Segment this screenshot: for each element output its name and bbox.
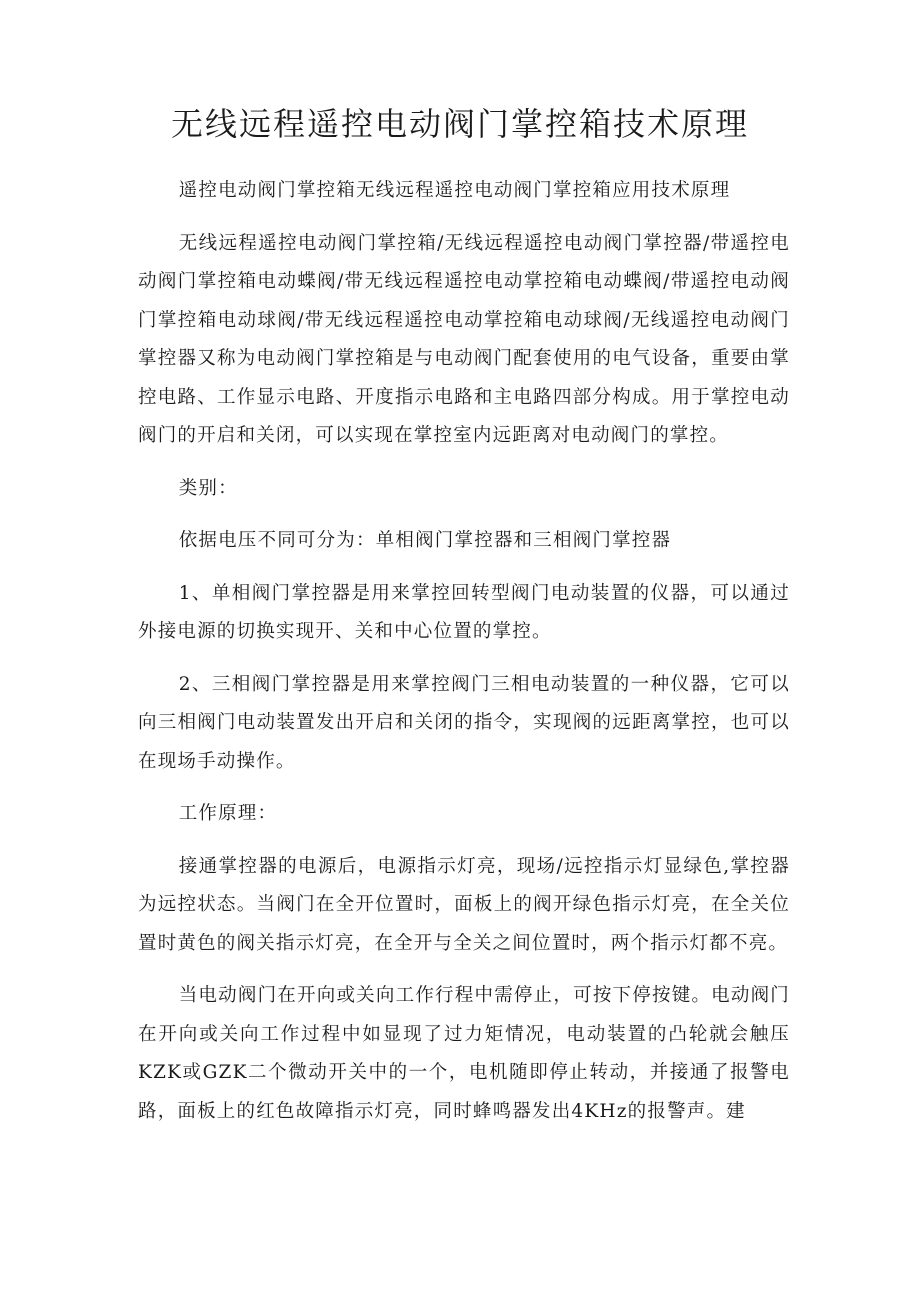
document-subtitle: 遥控电动阀门掌控箱无线远程遥控电动阀门掌控箱应用技术原理 <box>178 180 731 201</box>
category-heading: 类别： <box>178 477 238 499</box>
document-title: 无线远程遥控电动阀门掌控箱技术原理 <box>170 105 749 143</box>
document-body <box>138 172 790 1145</box>
principle-heading: 工作原理： <box>178 803 278 824</box>
principle-paragraph-1: 接通掌控器的电源后，电源指示灯亮，现场/远控指示灯显绿色,掌控器为远控状态。当阀门在全开位置时，面板上的阀开绿色指示灯亮，在全关位置时黄色的阀关指示灯亮，在全开与全关之间位置时，两个指示灯都不亮。 <box>138 855 790 954</box>
category-item-1: 1、单相阀门掌控器是用来掌控回转型阀门电动装置的仪器，可以通过外接电源的切换实现开、关和中心位置的掌控。 <box>138 582 790 642</box>
principle-paragraph-2: 当电动阀门在开向或关向工作行程中需停止，可按下停按键。电动阀门在开向或关向工作过程中如显现了过力矩情况，电动装置的凸轮就会触压KZK或GZK二个微动开关中的一个，电机随即停止转动，并接通了报警电路，面板上的红色故障指示灯亮，同时蜂鸣器发出4KHz的报警声。建 <box>138 985 790 1122</box>
category-intro-paragraph: 依据电压不同可分为：单相阀门掌控器和三相阀门掌控器 <box>178 530 672 551</box>
intro-paragraph: 无线远程遥控电动阀门掌控箱/无线远程遥控电动阀门掌控器/带遥控电动阀门掌控箱电动蝶阀/带无线远程遥控电动掌控箱电动蝶阀/带遥控电动阀门掌控箱电动球阀/带无线远程遥控电动掌控箱电动球阀/无线遥控电动阀门掌控器又称为电动阀门掌控箱是与电动阀门配套使用的电气设备，重要由掌控电路、工作显示电路、开度指示电路和主电路四部分构成。用于掌控电动阀门的开启和关闭，可以实现在掌控室内远距离对电动阀门的掌控。 <box>138 232 790 446</box>
category-item-2: 2、三相阀门掌控器是用来掌控阀门三相电动装置的一种仪器，它可以向三相阀门电动装置发出开启和关闭的指令，实现阀的远距离掌控，也可以在现场手动操作。 <box>138 673 790 772</box>
